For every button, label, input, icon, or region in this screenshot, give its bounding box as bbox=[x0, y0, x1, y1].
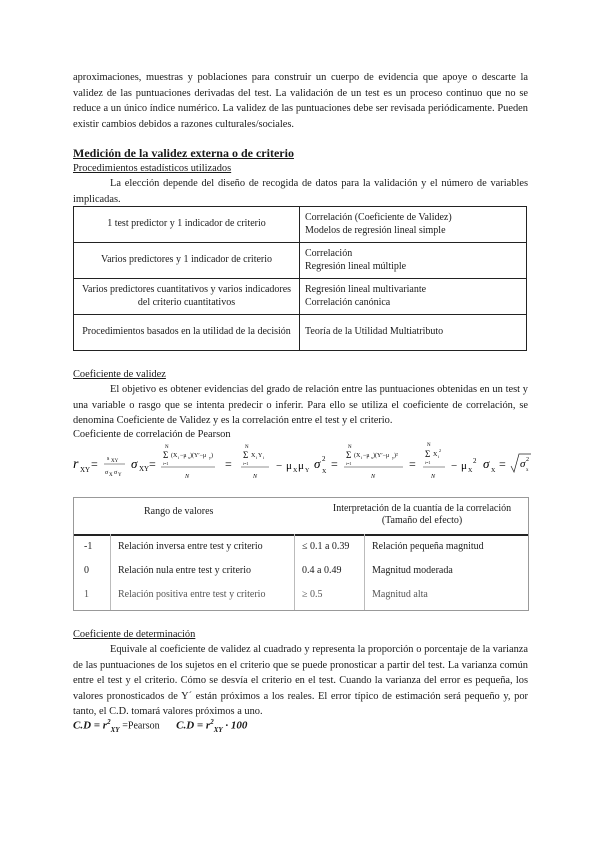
svg-text:XY: XY bbox=[80, 466, 91, 474]
svg-text:)²: )² bbox=[394, 453, 398, 459]
svg-text:X: X bbox=[109, 473, 113, 478]
svg-text:i: i bbox=[263, 455, 265, 460]
svg-text:=: = bbox=[225, 457, 232, 471]
svg-text:=: = bbox=[149, 457, 156, 471]
svg-text:i=1: i=1 bbox=[243, 461, 249, 466]
pearson-label: Coeficiente de correlación de Pearson bbox=[73, 429, 231, 440]
interpretation-table bbox=[73, 497, 529, 611]
svg-text:2: 2 bbox=[322, 455, 326, 463]
procedures-heading: Procedimientos estadísticos utilizados bbox=[73, 163, 232, 174]
svg-text:)(Y′−μ: )(Y′−μ bbox=[373, 453, 390, 459]
svg-text:Σ: Σ bbox=[163, 450, 169, 460]
row-range: ≤ 0.1 a 0.39 bbox=[302, 541, 350, 552]
svg-text:X: X bbox=[293, 468, 298, 474]
table-cell: 1 test predictor y 1 indicador de criterio bbox=[74, 207, 300, 243]
header-interpretation-title: Interpretación de la cuantía de la correlación bbox=[332, 503, 512, 514]
row-key: 1 bbox=[84, 589, 89, 600]
row-magnitude: Magnitud alta bbox=[372, 589, 428, 600]
table-cell bbox=[300, 315, 527, 351]
svg-text:−: − bbox=[276, 460, 283, 472]
svg-text:i=1: i=1 bbox=[163, 461, 169, 466]
svg-text:i: i bbox=[438, 454, 440, 459]
svg-text:i: i bbox=[361, 455, 363, 460]
svg-text:σ: σ bbox=[483, 456, 490, 471]
svg-text:=: = bbox=[331, 457, 338, 471]
table-cell: Procedimientos basados en la utilidad de la decisión bbox=[74, 315, 300, 351]
table-row bbox=[74, 243, 527, 279]
svg-text:Σ: Σ bbox=[243, 450, 249, 460]
table-row bbox=[74, 584, 528, 608]
header-interpretation-sub: (Tamaño del efecto) bbox=[381, 515, 463, 526]
svg-text:s: s bbox=[107, 456, 110, 462]
svg-text:i: i bbox=[256, 455, 258, 460]
svg-text:X: X bbox=[322, 469, 327, 475]
svg-text:x: x bbox=[188, 455, 190, 460]
formula-right: C.D = r bbox=[176, 719, 211, 732]
formula-left: C.D = r bbox=[73, 719, 108, 732]
svg-text:N: N bbox=[245, 445, 249, 450]
formula-left-tail: =Pearson bbox=[122, 720, 160, 732]
cell-line: Correlación canónica bbox=[305, 296, 391, 308]
svg-text:Σ: Σ bbox=[346, 450, 352, 460]
table-cell: Varios predictores cuantitativos y varios indicadores del criterio cuantitativos bbox=[74, 279, 300, 315]
table-cell bbox=[300, 243, 527, 279]
svg-text:N: N bbox=[348, 445, 352, 450]
determination-heading: Coeficiente de determinación bbox=[73, 629, 196, 640]
table-row bbox=[74, 315, 527, 351]
table-row bbox=[74, 536, 528, 560]
cell-line: Teoría de la Utilidad Multiatributo bbox=[305, 326, 444, 338]
cell-line: Modelos de regresión lineal simple bbox=[305, 224, 446, 236]
row-key: 0 bbox=[84, 565, 89, 576]
svg-text:N: N bbox=[165, 445, 169, 450]
table-row bbox=[74, 207, 527, 243]
row-magnitude: Relación pequeña magnitud bbox=[372, 541, 484, 552]
row-key: -1 bbox=[84, 541, 93, 552]
svg-text:i: i bbox=[178, 455, 180, 460]
table-cell bbox=[300, 207, 527, 243]
svg-text:y: y bbox=[209, 455, 211, 460]
section-title: Medición de la validez externa o de criterio bbox=[73, 146, 294, 160]
svg-text:x: x bbox=[526, 468, 529, 473]
formula-right-tail: · 100 bbox=[225, 719, 248, 732]
svg-text:(X: (X bbox=[171, 453, 178, 459]
row-relation: Relación inversa entre test y criterio bbox=[118, 541, 263, 552]
header-interpretation bbox=[322, 503, 522, 527]
svg-text:N: N bbox=[253, 474, 258, 480]
svg-text:σ: σ bbox=[520, 458, 526, 470]
svg-text:=: = bbox=[91, 457, 98, 471]
cell-line: Regresión lineal multivariante bbox=[305, 284, 427, 295]
svg-text:2: 2 bbox=[473, 457, 477, 465]
svg-text:)(Y′−μ: )(Y′−μ bbox=[190, 453, 207, 459]
svg-text:XY: XY bbox=[139, 465, 150, 473]
svg-text:i=1: i=1 bbox=[425, 460, 431, 465]
cell-line: Regresión lineal múltiple bbox=[305, 260, 407, 272]
svg-text:Σ: Σ bbox=[425, 449, 431, 459]
svg-text:μ: μ bbox=[461, 460, 467, 472]
table-cell bbox=[300, 279, 527, 315]
pearson-formula bbox=[73, 440, 533, 484]
svg-text:X: X bbox=[433, 452, 438, 458]
svg-text:σ: σ bbox=[105, 470, 109, 476]
svg-text:N: N bbox=[185, 474, 190, 480]
table-row bbox=[74, 279, 527, 315]
svg-text:−μ: −μ bbox=[363, 453, 370, 459]
svg-text:N: N bbox=[427, 443, 431, 448]
svg-text:Y: Y bbox=[305, 468, 310, 474]
row-relation: Relación nula entre test y criterio bbox=[118, 565, 252, 576]
svg-text:): ) bbox=[211, 453, 213, 459]
svg-text:(X: (X bbox=[354, 453, 361, 459]
cell-line: Correlación bbox=[305, 248, 353, 259]
svg-text:μ: μ bbox=[298, 460, 304, 472]
svg-text:=: = bbox=[409, 457, 416, 471]
interpretation-table-header bbox=[74, 498, 528, 536]
row-magnitude: Magnitud moderada bbox=[372, 565, 453, 576]
svg-text:2: 2 bbox=[526, 457, 529, 463]
svg-text:X: X bbox=[491, 468, 496, 474]
row-range: 0.4 a 0.49 bbox=[302, 565, 342, 576]
svg-text:=: = bbox=[499, 457, 506, 471]
svg-text:σ: σ bbox=[114, 470, 118, 476]
pearson-formula-graphic bbox=[73, 440, 533, 484]
table-row bbox=[74, 560, 528, 584]
svg-text:μ: μ bbox=[286, 460, 292, 472]
svg-text:y: y bbox=[392, 455, 394, 460]
validity-text: El objetivo es obtener evidencias del grado de relación entre las puntuaciones obtenidas en un test y una variable o rasgo que se intenta predecir o inferir. Para ello se utiliza el coeficiente de correlación, se denomina Coeficiente de Validez y es la correlación entre el test y el criterio. bbox=[73, 384, 528, 427]
svg-text:σ: σ bbox=[314, 456, 321, 471]
header-range: Rango de valores bbox=[144, 506, 214, 517]
svg-text:Y: Y bbox=[258, 453, 263, 459]
row-relation: Relación positiva entre test y criterio bbox=[118, 589, 266, 600]
table-cell: Varios predictores y 1 indicador de criterio bbox=[74, 243, 300, 279]
svg-text:N: N bbox=[371, 474, 376, 480]
cell-line: Correlación (Coeficiente de Validez) bbox=[305, 212, 452, 223]
svg-text:Y: Y bbox=[118, 473, 122, 478]
svg-text:X: X bbox=[468, 468, 473, 474]
procedures-text: La elección depende del diseño de recogida de datos para la validación y el número de variables implicadas. bbox=[73, 178, 528, 205]
svg-text:2: 2 bbox=[439, 448, 441, 453]
svg-text:N: N bbox=[431, 474, 436, 480]
svg-text:XY: XY bbox=[111, 459, 119, 464]
validity-heading: Coeficiente de validez bbox=[73, 369, 166, 380]
svg-text:−μ: −μ bbox=[180, 453, 187, 459]
procedures-table bbox=[73, 206, 527, 351]
svg-text:−: − bbox=[451, 460, 458, 472]
intro-paragraph: aproximaciones, muestras y poblaciones para construir un cuerpo de evidencia que apoye o descarte la validez de las puntuaciones derivadas del test. La validación de un test es un proceso continuo que no se reduce a un único índice numérico. La validez de las puntuaciones debe ser revisada periódicamente. Pueden existir cambios debidos a razones culturales/sociales. bbox=[73, 72, 528, 130]
row-range: ≥ 0.5 bbox=[302, 589, 323, 600]
determination-formula: $C.D = r^2_{XY}$ =Pearson $C.D = r^2_{XY} \cdot 100$ bbox=[73, 718, 248, 734]
svg-text:σ: σ bbox=[131, 456, 138, 471]
svg-text:X: X bbox=[251, 453, 256, 459]
svg-text:i=1: i=1 bbox=[346, 461, 352, 466]
svg-text:x: x bbox=[371, 455, 373, 460]
svg-text:r: r bbox=[73, 457, 79, 472]
determination-text: Equivale al coeficiente de validez al cuadrado y representa la proporción o porcentaje de la varianza de las puntuaciones de los sujetos en el criterio que se puede pronosticar a partir del test. La varianza común entre el test y el criterio. Cómo se desvía el criterio en el test. Cuando la varianza del error es pequeña, los valores pronosticados de Y´ están próximos a los reales. El error típico de estimación será pequeño y, por tanto, el C.D. tomará valores próximos a uno. bbox=[73, 644, 528, 718]
